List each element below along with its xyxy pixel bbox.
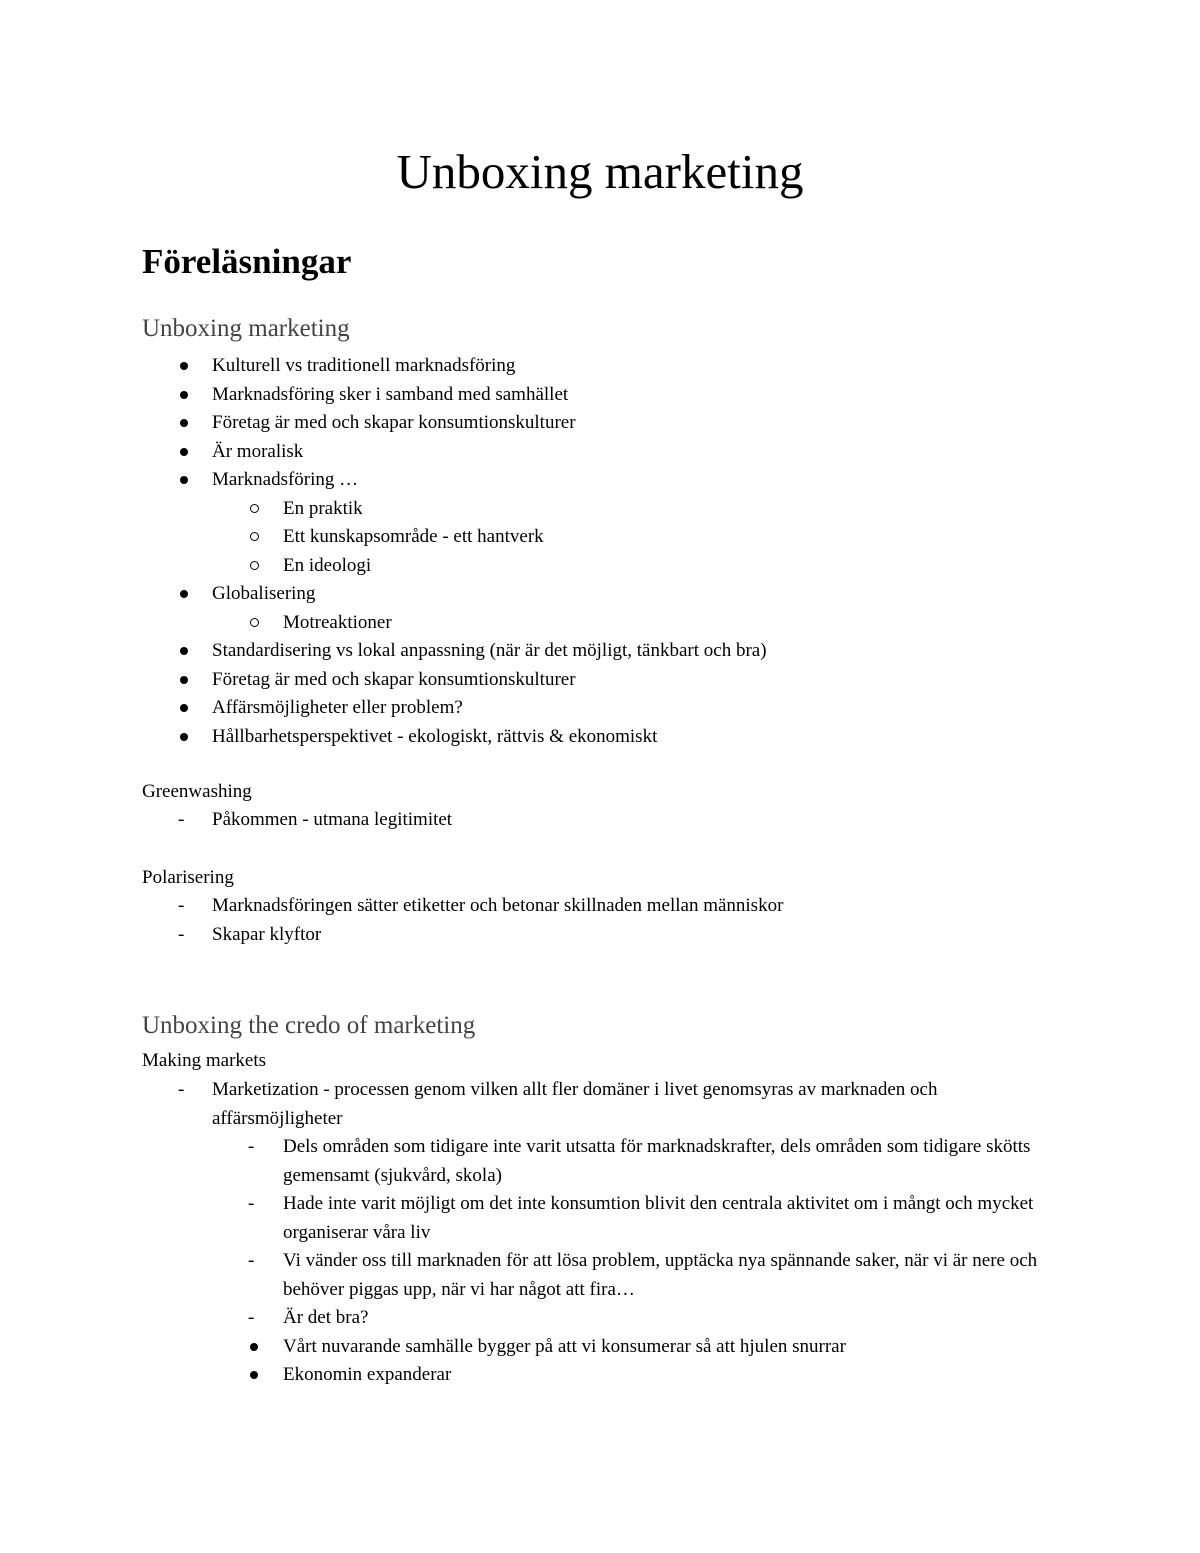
polarisering-list — [142, 892, 1062, 949]
bullet-icon — [250, 1371, 258, 1379]
making-markets-label: Making markets — [142, 1050, 267, 1071]
dash-marker-icon: - — [178, 809, 185, 830]
list-item — [142, 1076, 1062, 1133]
list-item-text: En praktik — [283, 497, 363, 519]
dash-marker-icon: - — [178, 895, 185, 916]
list-item-text: Är det bra? — [283, 1307, 369, 1328]
list-item — [142, 1247, 1062, 1304]
circle-bullet-icon — [250, 532, 259, 541]
list-item — [142, 381, 1062, 410]
list-item-text: Är moralisk — [212, 440, 304, 462]
list-item — [142, 666, 1062, 695]
bullet-icon — [180, 733, 188, 741]
list-item — [142, 1304, 1062, 1333]
list-item-text: Marknadsföring sker i samband med samhället — [212, 383, 569, 405]
bullet-icon — [180, 647, 188, 655]
list-item — [142, 552, 1062, 581]
list-item — [142, 409, 1062, 438]
list-item — [142, 580, 1062, 609]
circle-bullet-icon — [250, 561, 259, 570]
list-item-text: Globalisering — [212, 583, 316, 604]
list-item — [142, 1333, 1062, 1362]
document-title: Unboxing marketing — [396, 144, 804, 199]
circle-bullet-icon — [250, 504, 259, 513]
list-item-text: Motreaktioner — [283, 611, 392, 633]
greenwashing-label: Greenwashing — [142, 781, 252, 802]
list-item-text: Hållbarhetsperspektivet - ekologiskt, rättvis & ekonomiskt — [212, 725, 658, 747]
bullet-icon — [180, 590, 188, 598]
list-item — [142, 523, 1062, 552]
list-item — [142, 609, 1062, 638]
list-item — [142, 723, 1062, 752]
dash-marker-icon: - — [248, 1307, 255, 1328]
dash-marker-icon: - — [178, 1079, 185, 1100]
dash-marker-icon: - — [178, 923, 185, 945]
list-item-text: Marknadsföringen sätter etiketter och betonar skillnaden mellan människor — [212, 895, 784, 916]
bullet-icon — [180, 448, 188, 456]
heading-forelasningar: Föreläsningar — [142, 242, 352, 281]
list-item-text: En ideologi — [283, 554, 372, 576]
bullet-icon — [180, 704, 188, 712]
circle-bullet-icon — [250, 618, 259, 627]
list-item-text: Standardisering vs lokal anpassning (när är det möjligt, tänkbart och bra) — [212, 640, 767, 661]
list-item — [142, 352, 1062, 381]
list-item — [142, 694, 1062, 723]
dash-marker-icon: - — [248, 1250, 255, 1271]
list-item-text: Hade inte varit möjligt om det inte konsumtion blivit den centrala aktivitet om i mångt och mycket organiserar våra liv — [283, 1193, 1034, 1243]
list-item-text: Marketization - processen genom vilken allt fler domäner i livet genomsyras av marknaden och affärsmöjligheter — [212, 1079, 938, 1129]
list-item — [142, 1190, 1062, 1247]
bullet-icon — [180, 676, 188, 684]
list-item-text: Företag är med och skapar konsumtionskulturer — [212, 412, 576, 433]
list-item-text: Ett kunskapsområde - ett hantverk — [283, 526, 544, 547]
section2-heading: Unboxing the credo of marketing — [142, 1012, 476, 1039]
bullet-icon — [180, 362, 188, 370]
bullet-icon — [180, 391, 188, 399]
greenwashing-list — [142, 806, 1062, 835]
section1-heading: Unboxing marketing — [142, 315, 350, 342]
list-item-text: Dels områden som tidigare inte varit utsatta för marknadskrafter, dels områden som tidigare skötts gemensamt (sjukvård, skola) — [283, 1136, 1031, 1186]
section1-list — [142, 352, 1062, 751]
dash-marker-icon: - — [248, 1136, 255, 1157]
bullet-icon — [250, 1343, 258, 1351]
list-item — [142, 806, 1062, 835]
list-item — [142, 1361, 1062, 1390]
list-item — [142, 921, 1062, 950]
list-item-text: Vi vänder oss till marknaden för att lösa problem, upptäcka nya spännande saker, när vi är nere och behöver piggas upp, när vi har något att fira… — [283, 1250, 1038, 1300]
list-item-text: Skapar klyftor — [212, 923, 322, 945]
list-item-text: Affärsmöjligheter eller problem? — [212, 697, 463, 718]
polarisering-label: Polarisering — [142, 867, 234, 888]
bullet-icon — [180, 419, 188, 427]
list-item — [142, 466, 1062, 495]
list-item — [142, 495, 1062, 524]
list-item — [142, 892, 1062, 921]
list-item — [142, 438, 1062, 467]
section2-list — [142, 1076, 1062, 1390]
list-item-text: Vårt nuvarande samhälle bygger på att vi konsumerar så att hjulen snurrar — [283, 1335, 846, 1357]
list-item-text: Marknadsföring … — [212, 469, 359, 490]
list-item-text: Företag är med och skapar konsumtionskulturer — [212, 668, 576, 690]
list-item-text: Påkommen - utmana legitimitet — [212, 809, 453, 830]
list-item — [142, 637, 1062, 666]
bullet-icon — [180, 476, 188, 484]
dash-marker-icon: - — [248, 1193, 255, 1214]
list-item-text: Ekonomin expanderar — [283, 1364, 452, 1385]
list-item-text: Kulturell vs traditionell marknadsföring — [212, 355, 516, 376]
list-item — [142, 1133, 1062, 1190]
